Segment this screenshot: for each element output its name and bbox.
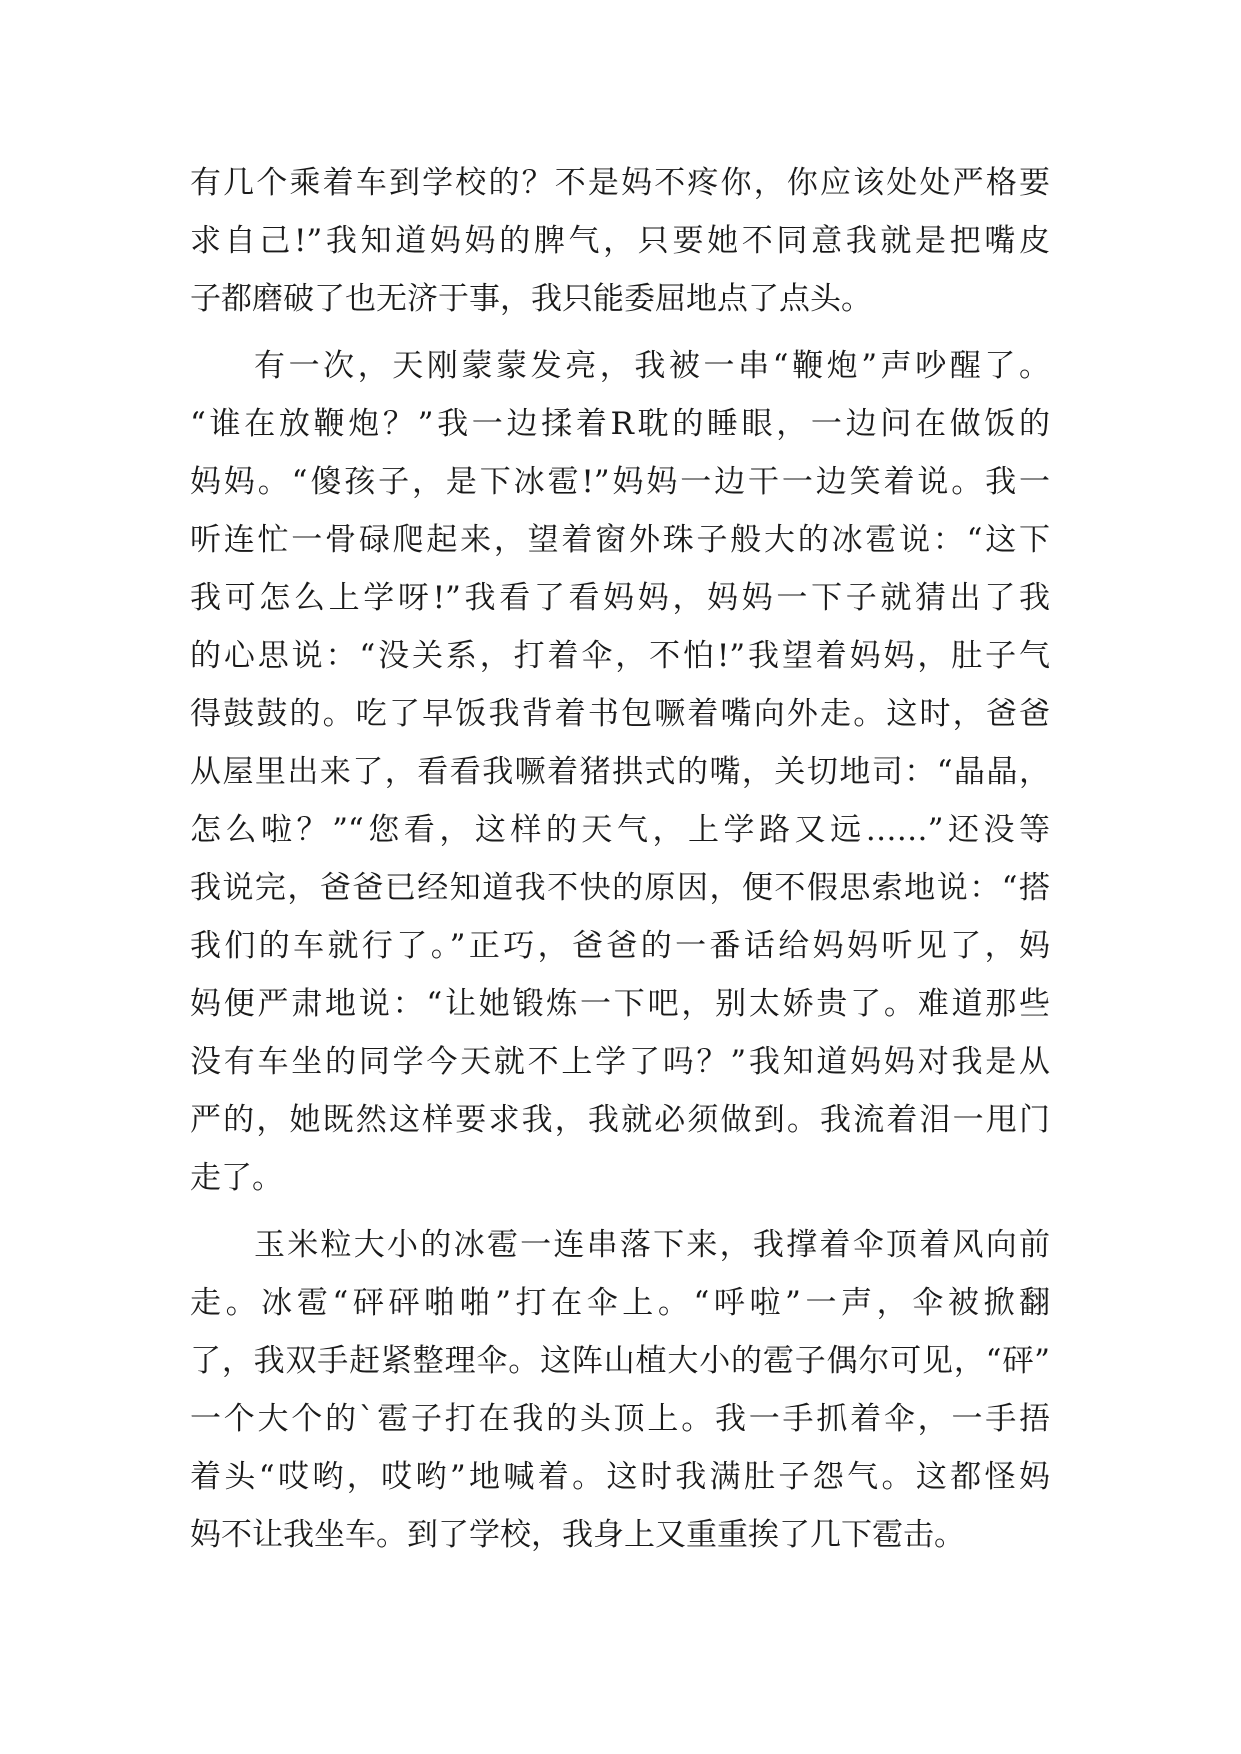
text-line: 我们的车就行了。”正巧，爸爸的一番话给妈妈听见了，妈	[190, 928, 1050, 964]
text-line: 得鼓鼓的。吃了早饭我背着书包噘着嘴向外走。这时，爸爸	[190, 696, 1050, 732]
text-line: 妈不让我坐车。到了学校，我身上又重重挨了几下雹击。	[190, 1517, 965, 1553]
text-line: 一个大个的`雹子打在我的头顶上。我一手抓着伞，一手捂	[190, 1401, 1050, 1437]
text-line: 玉米粒大小的冰雹一连串落下来，我撑着伞顶着风向前	[254, 1227, 1050, 1263]
text-line: 听连忙一骨碌爬起来，望着窗外珠子般大的冰雹说：“这下	[190, 522, 1050, 558]
paragraph	[190, 154, 1050, 328]
text-line: 子都磨破了也无济于事，我只能委屈地点了点头。	[190, 281, 872, 317]
paragraph	[190, 337, 1050, 1207]
text-line: 走。冰雹“砰砰啪啪”打在伞上。“呼啦”一声，伞被掀翻	[190, 1285, 1050, 1321]
text-line: 有几个乘着车到学校的？不是妈不疼你，你应该处处严格要	[190, 165, 1050, 201]
text-line: 从屋里出来了，看看我噘着猪拱式的嘴，关切地司：“晶晶，	[190, 754, 1050, 790]
text-line: 了，我双手赶紧整理伞。这阵山植大小的雹子偶尔可见，“砰”	[190, 1343, 1050, 1379]
paragraph	[190, 1216, 1050, 1564]
text-line: 没有车坐的同学今天就不上学了吗？”我知道妈妈对我是从	[190, 1044, 1050, 1080]
text-line: 严的，她既然这样要求我，我就必须做到。我流着泪一甩门	[190, 1102, 1050, 1138]
text-line: 求自己!”我知道妈妈的脾气，只要她不同意我就是把嘴皮	[190, 223, 1050, 259]
text-line: 我说完，爸爸已经知道我不快的原因，便不假思索地说：“搭	[190, 870, 1050, 906]
text-line: 妈妈。“傻孩子，是下冰雹!”妈妈一边干一边笑着说。我一	[190, 464, 1050, 500]
text-line: 妈便严肃地说：“让她锻炼一下吧，别太娇贵了。难道那些	[190, 986, 1050, 1022]
text-line: 我可怎么上学呀!”我看了看妈妈，妈妈一下子就猜出了我	[190, 580, 1050, 616]
text-line: “谁在放鞭炮？”我一边揉着R耽的睡眼，一边问在做饭的	[190, 406, 1050, 442]
text-line: 着头“哎哟，哎哟”地喊着。这时我满肚子怨气。这都怪妈	[190, 1459, 1050, 1495]
text-line: 有一次，天刚蒙蒙发亮，我被一串“鞭炮”声吵醒了。	[254, 348, 1050, 384]
text-line: 怎么啦？”“您看，这样的天气，上学路又远……”还没等	[190, 812, 1050, 848]
text-line: 的心思说：“没关系，打着伞，不怕!”我望着妈妈，肚子气	[190, 638, 1050, 674]
text-line: 走了。	[190, 1160, 283, 1196]
essay-body	[190, 154, 1050, 1564]
